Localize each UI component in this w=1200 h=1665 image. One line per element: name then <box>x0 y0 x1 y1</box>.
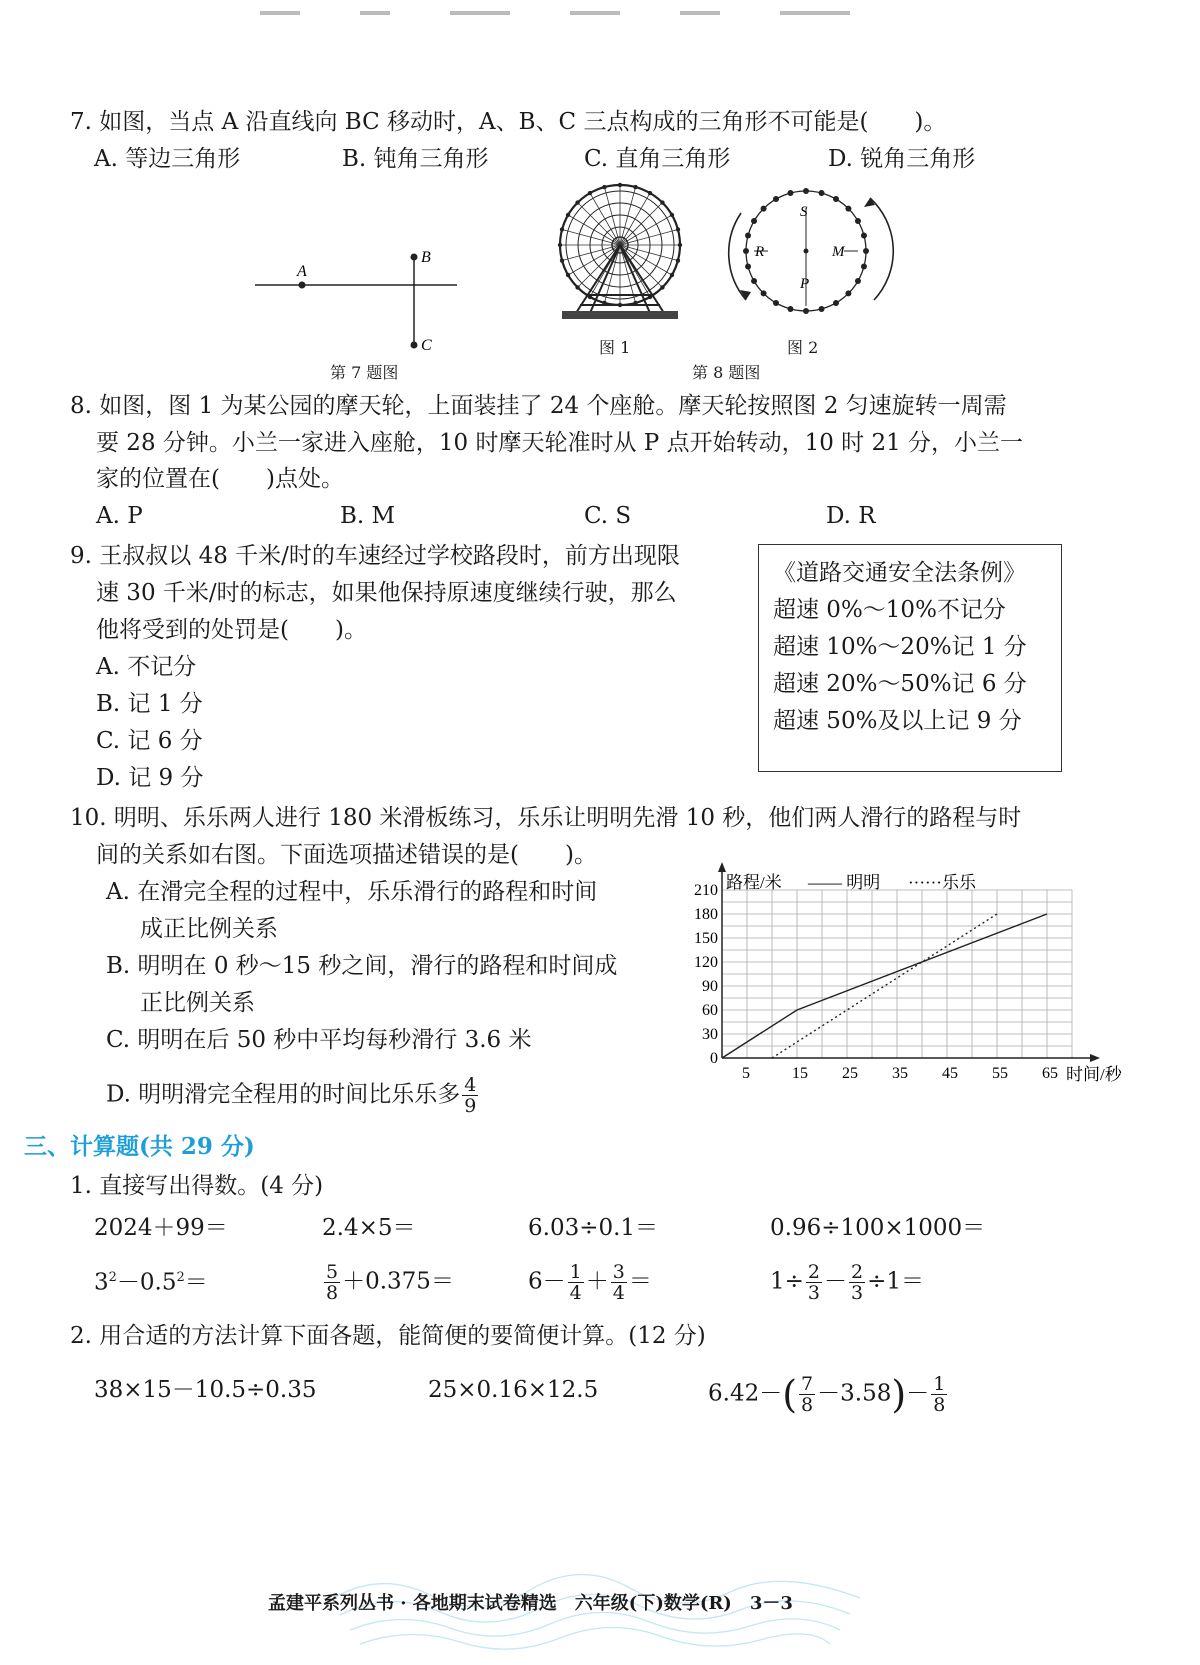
cabin-dot <box>819 190 825 196</box>
denominator: 4 <box>612 1282 625 1304</box>
point-s: S <box>800 204 808 220</box>
cabin-dot <box>773 300 779 306</box>
x-tick-label: 35 <box>892 1065 908 1082</box>
cabin <box>618 183 622 187</box>
cabin <box>678 243 682 247</box>
chart-ticks <box>694 882 1058 1082</box>
cabin <box>633 185 637 189</box>
fraction-1-8 <box>931 1374 947 1415</box>
y-tick-label: 120 <box>694 954 718 971</box>
fig1-label: 图 1 <box>599 338 631 357</box>
cabin-dot <box>743 248 749 254</box>
top-print-marks <box>260 0 1020 8</box>
point-r: R <box>755 244 765 260</box>
cabin-dot <box>745 264 751 270</box>
rotation-diagram <box>716 188 894 318</box>
cabin-dot <box>863 248 869 254</box>
cabin <box>560 258 564 262</box>
fraction-2-3 <box>849 1262 865 1303</box>
cabin <box>676 227 680 231</box>
exponent: 2 <box>108 1270 117 1285</box>
cabin-dot <box>787 190 793 196</box>
q7-option-b: B. 钝角三角形 <box>342 146 489 172</box>
calc-2: 2.4×5＝ <box>322 1215 416 1241</box>
q10-option-d <box>106 1075 480 1116</box>
open-paren: ( <box>782 1372 798 1417</box>
calc-2-3 <box>708 1374 949 1415</box>
q10-option-d-text: D. 明明滑完全程用的时间比乐乐多 <box>106 1081 461 1108</box>
cabin <box>670 273 674 277</box>
calc-8-head: 1÷ <box>770 1268 804 1295</box>
distance-time-chart <box>678 872 1122 1094</box>
q8-option-d: D. R <box>826 503 876 529</box>
y-tick-label: 30 <box>702 1026 718 1043</box>
q10-option-b-line2: 正比例关系 <box>140 990 255 1016</box>
legend-lele: ······乐乐 <box>908 873 976 892</box>
cabin <box>575 285 579 289</box>
q9-stem-line1: 9. 王叔叔以 48 千米/时的车速经过学校路段时，前方出现限 <box>70 543 680 569</box>
chart-grid <box>722 890 1072 1058</box>
rules-title: 《道路交通安全法条例》 <box>773 560 1026 586</box>
cabin <box>566 273 570 277</box>
y-tick-label: 60 <box>702 1002 718 1019</box>
rule-line: 超速 50%及以上记 9 分 <box>773 708 1022 734</box>
q10-option-c: C. 明明在后 50 秒中平均每秒滑行 3.6 米 <box>106 1027 532 1053</box>
calc-2-3-tail: － <box>906 1380 930 1407</box>
equals: ＝ <box>184 1269 208 1296</box>
q8-stem-line1: 8. 如图，图 1 为某公园的摩天轮，上面装挂了 24 个座舱。摩天轮按照图 2 匀速旋转一周需 <box>70 393 1007 419</box>
fraction-5-8 <box>324 1262 340 1303</box>
q8-stem-line2: 要 28 分钟。小兰一家进入座舱，10 时摩天轮准时从 P 点开始转动，10 时 21 分，小兰一 <box>96 430 1024 456</box>
label-a: A <box>297 263 307 280</box>
q9-stem-line2: 速 30 千米/时的标志，如果他保持原速度继续行驶，那么 <box>96 580 677 606</box>
rule-line: 超速 10%～20%记 1 分 <box>773 634 1027 660</box>
q10-option-b-line1: B. 明明在 0 秒～15 秒之间，滑行的路程和时间成 <box>106 953 618 979</box>
section-title: 三、计算题(共 29 分) <box>24 1133 255 1160</box>
cabin <box>558 243 562 247</box>
cabin <box>660 200 664 204</box>
plus: ＋ <box>585 1268 609 1295</box>
ferris-wheel-figure <box>556 185 691 323</box>
cabin-dot <box>745 232 751 238</box>
cabin-dot <box>751 278 757 284</box>
exponent: 2 <box>176 1270 185 1285</box>
x-axis-label: 时间/秒 <box>1066 1065 1122 1084</box>
x-tick-label: 45 <box>942 1065 958 1082</box>
q9-option-c: C. 记 6 分 <box>96 728 203 754</box>
minus: － <box>824 1268 847 1295</box>
q10-option-a-line2: 成正比例关系 <box>140 916 278 942</box>
label-b: B <box>421 249 431 266</box>
x-tick-label: 65 <box>1042 1065 1058 1082</box>
x-tick-label: 15 <box>792 1065 808 1082</box>
label-c: C <box>421 337 432 354</box>
rule-line: 超速 0%～10%不记分 <box>773 597 1006 623</box>
q8-option-c: C. S <box>584 503 632 529</box>
cabin <box>560 227 564 231</box>
numerator: 2 <box>807 1261 820 1283</box>
cabin <box>566 213 570 217</box>
calc-2-1: 38×15－10.5÷0.35 <box>94 1377 317 1403</box>
q7-option-c: C. 直角三角形 <box>584 146 731 172</box>
numerator: 5 <box>326 1261 339 1283</box>
q8-stem-line3: 家的位置在( )点处。 <box>96 466 344 492</box>
cabin <box>575 200 579 204</box>
calc-1: 2024＋99＝ <box>94 1215 228 1241</box>
q10-stem-line1: 10. 明明、乐乐两人进行 180 米滑板练习，乐乐让明明先滑 10 秒，他们两人滑行的路程与时 <box>70 805 1022 831</box>
calc-5 <box>94 1262 208 1299</box>
q7-option-d: D. 锐角三角形 <box>828 146 976 172</box>
y-tick-label: 150 <box>694 930 718 947</box>
calc-3: 6.03÷0.1＝ <box>528 1215 659 1241</box>
y-axis-label: 路程/米 <box>726 873 782 892</box>
point-a <box>299 282 306 289</box>
cabin-dot <box>751 218 757 224</box>
q9-option-a: A. 不记分 <box>96 654 197 680</box>
cabin <box>602 185 606 189</box>
cabin-dot <box>855 278 861 284</box>
point-c <box>411 342 418 349</box>
q9-option-b: B. 记 1 分 <box>96 691 203 717</box>
q8-caption: 第 8 题图 <box>692 363 761 382</box>
q9-option-d: D. 记 9 分 <box>96 765 204 791</box>
cabin-dot <box>833 196 839 202</box>
y-tick-label: 90 <box>702 978 718 995</box>
cabin-dot <box>855 218 861 224</box>
cabin <box>588 191 592 195</box>
calc-6-tail: ＋0.375＝ <box>342 1268 454 1295</box>
cabin-dot <box>761 206 767 212</box>
minus-0-5: －0.5 <box>116 1269 177 1296</box>
calc-8 <box>770 1262 924 1303</box>
cabin-dot <box>787 306 793 312</box>
calc-2-3-mid: －3.58 <box>817 1380 892 1407</box>
y-tick-label: 210 <box>694 882 718 899</box>
fraction-3-4 <box>611 1262 627 1303</box>
cabin-dot <box>819 306 825 312</box>
denominator: 8 <box>326 1282 339 1304</box>
q7-figure <box>250 245 465 355</box>
rule-line: 超速 20%～50%记 6 分 <box>773 671 1027 697</box>
calc-8-tail: ÷1＝ <box>867 1268 924 1295</box>
q7-caption: 第 7 题图 <box>330 363 399 382</box>
equals: ＝ <box>628 1268 652 1295</box>
calc-4: 0.96÷100×1000＝ <box>770 1215 986 1241</box>
numerator: 1 <box>933 1373 946 1395</box>
fraction-4-9 <box>462 1075 478 1116</box>
denominator: 3 <box>851 1282 864 1304</box>
numerator: 3 <box>612 1261 625 1283</box>
numerator: 4 <box>464 1074 477 1096</box>
base-3: 3 <box>94 1269 109 1296</box>
cabin-dot <box>845 206 851 212</box>
numerator: 2 <box>851 1261 864 1283</box>
denominator: 3 <box>807 1282 820 1304</box>
x-tick-label: 25 <box>842 1065 858 1082</box>
traffic-rules-box <box>758 544 1062 772</box>
q7-option-a: A. 等边三角形 <box>94 146 241 172</box>
y-tick-label: 0 <box>710 1050 718 1067</box>
fraction-1-4 <box>568 1262 584 1303</box>
part2-title: 2. 用合适的方法计算下面各题，能简便的要简便计算。(12 分) <box>70 1323 706 1349</box>
y-tick-label: 180 <box>694 906 718 923</box>
q10-stem-line2: 间的关系如右图。下面选项描述错误的是( )。 <box>96 842 597 868</box>
cabin-dot <box>773 196 779 202</box>
q8-option-b: B. M <box>340 503 396 529</box>
cabin <box>648 191 652 195</box>
y-axis-arrow <box>718 862 726 872</box>
close-paren: ) <box>891 1372 907 1417</box>
calc-7 <box>528 1262 652 1303</box>
fraction-2-3 <box>806 1262 822 1303</box>
x-axis-arrow <box>1090 1054 1100 1062</box>
fig2-label: 图 2 <box>787 338 819 357</box>
cabin-dot <box>761 290 767 296</box>
q7-stem: 7. 如图，当点 A 沿直线向 BC 移动时，A、B、C 三点构成的三角形不可能是( )。 <box>70 109 947 135</box>
calc-6 <box>322 1262 454 1303</box>
denominator: 8 <box>801 1394 814 1416</box>
legend-mingming: —— 明明 <box>808 873 881 892</box>
part1-title: 1. 直接写出得数。(4 分) <box>70 1173 324 1199</box>
cabin <box>660 285 664 289</box>
denominator: 9 <box>464 1095 477 1117</box>
cabin-dot <box>803 188 809 194</box>
x-tick-label: 55 <box>992 1065 1008 1082</box>
q9-stem-line3: 他将受到的处罚是( )。 <box>96 617 367 643</box>
calc-2-3-head: 6.42－ <box>708 1380 783 1407</box>
numerator: 1 <box>569 1261 582 1283</box>
denominator: 4 <box>569 1282 582 1304</box>
point-b <box>411 254 418 261</box>
calc-7-head: 6－ <box>528 1268 566 1295</box>
calc-2-2: 25×0.16×12.5 <box>428 1377 599 1403</box>
cabin-dot <box>803 308 809 314</box>
point-p: P <box>800 276 810 292</box>
q8-option-a: A. P <box>96 503 143 529</box>
point-m: M <box>832 244 845 260</box>
q10-option-a-line1: A. 在滑完全程的过程中，乐乐滑行的路程和时间 <box>106 879 598 905</box>
cabin-dot <box>861 232 867 238</box>
fraction-7-8 <box>799 1374 815 1415</box>
cabin <box>676 258 680 262</box>
cabin-dot <box>833 300 839 306</box>
footer-text: 孟建平系列丛书 · 各地期末试卷精选 六年级(下)数学(R) 3－3 <box>268 1593 793 1614</box>
denominator: 8 <box>933 1394 946 1416</box>
x-tick-label: 5 <box>742 1065 750 1082</box>
cabin-dot <box>861 264 867 270</box>
numerator: 7 <box>801 1373 814 1395</box>
cabin <box>670 213 674 217</box>
cabin-dot <box>845 290 851 296</box>
